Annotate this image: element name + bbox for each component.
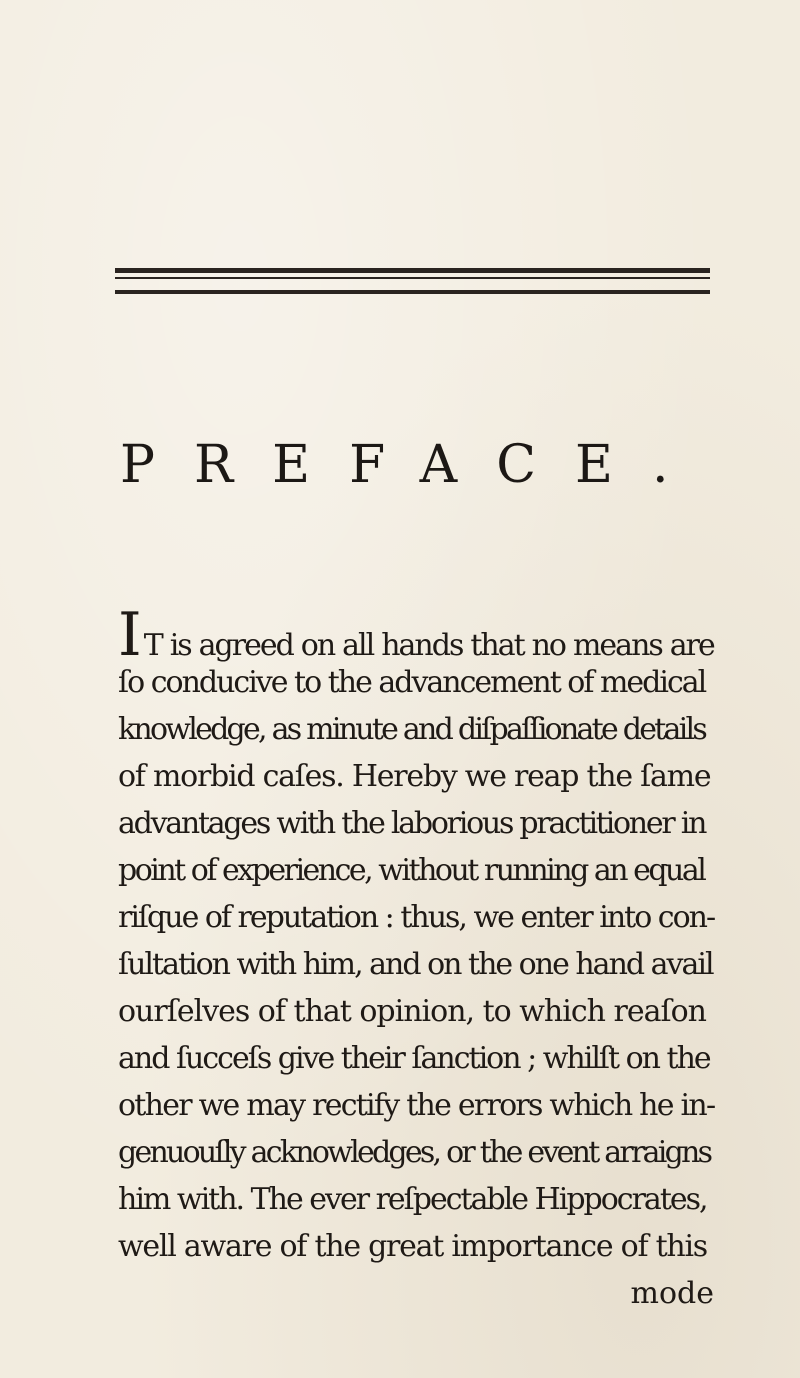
line-text: knowledge, as minute and diſpaſſionate details bbox=[118, 712, 706, 747]
text-line-4 bbox=[118, 753, 714, 800]
catchword bbox=[118, 1270, 714, 1317]
ornamental-rule-bottom bbox=[115, 290, 710, 294]
text-line-12 bbox=[118, 1129, 714, 1176]
line-text: and ſucceſs give their ſanction ; whilſt on the bbox=[118, 1041, 710, 1076]
ornamental-rule-middle bbox=[115, 277, 710, 279]
line-text: T is agreed on all hands that no means are bbox=[143, 628, 714, 663]
text-line-11 bbox=[118, 1082, 714, 1129]
text-line-1 bbox=[118, 600, 714, 670]
line-text: ſo conducive to the advancement of medical bbox=[118, 665, 706, 700]
text-line-3 bbox=[118, 706, 714, 753]
text-line-7 bbox=[118, 894, 714, 941]
preface-paragraph bbox=[118, 600, 715, 1317]
line-text: well aware of the great importance of this bbox=[118, 1229, 707, 1264]
ornamental-rule-top bbox=[115, 268, 710, 273]
text-line-13 bbox=[118, 1176, 714, 1223]
line-text: other we may rectify the errors which he in- bbox=[118, 1088, 715, 1123]
text-line-9 bbox=[118, 988, 714, 1035]
line-text: mode bbox=[630, 1276, 714, 1311]
text-line-6 bbox=[118, 847, 714, 894]
line-text: advantages with the laborious practitioner in bbox=[118, 806, 706, 841]
line-text: him with. The ever reſpectable Hippocrates, bbox=[118, 1182, 707, 1217]
text-line-8 bbox=[118, 941, 714, 988]
page-title: PREFACE. bbox=[120, 435, 708, 495]
line-text: of morbid caſes. Hereby we reap the ſame bbox=[118, 759, 711, 794]
text-line-2 bbox=[118, 659, 714, 706]
line-text: ourſelves of that opinion, to which reaſon bbox=[118, 994, 706, 1029]
line-text: ſultation with him, and on the one hand avail bbox=[118, 947, 713, 982]
line-text: genuouſly acknowledges, or the event arraigns bbox=[118, 1135, 711, 1170]
text-line-14 bbox=[118, 1223, 714, 1270]
text-line-5 bbox=[118, 800, 714, 847]
text-line-10 bbox=[118, 1035, 714, 1082]
line-text: riſque of reputation : thus, we enter into con- bbox=[118, 900, 715, 935]
line-text: point of experience, without running an equal bbox=[118, 853, 705, 888]
drop-cap: I bbox=[118, 600, 140, 670]
